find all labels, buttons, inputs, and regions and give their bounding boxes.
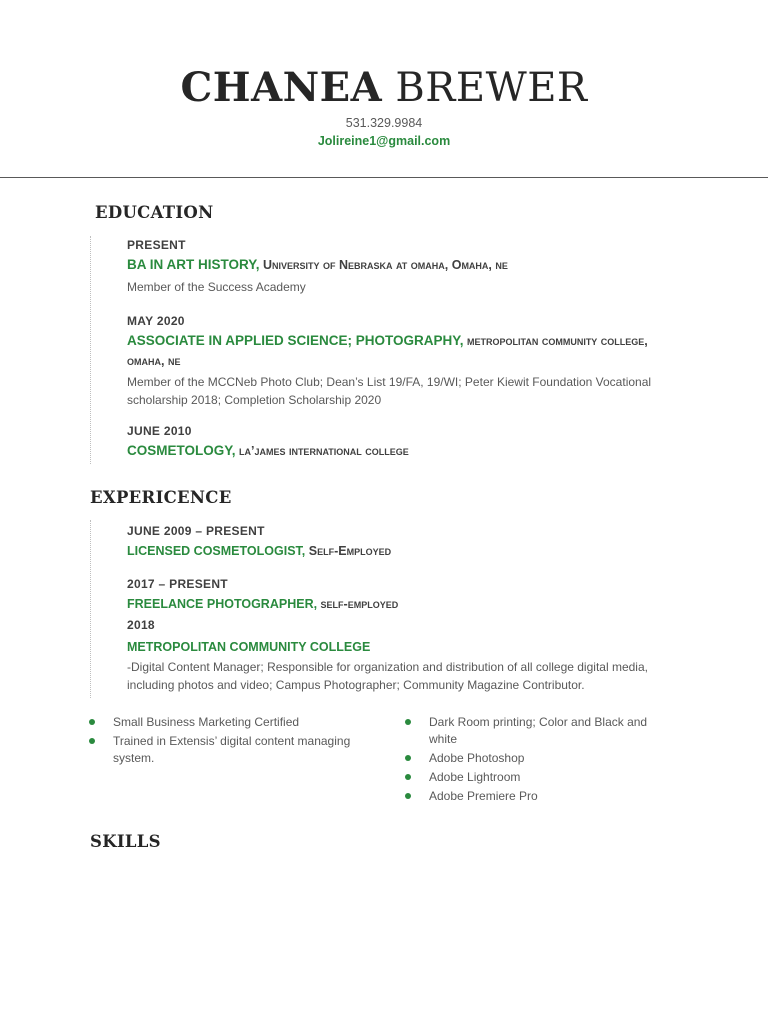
bullet-list-left (89, 714, 369, 769)
entry-date: 2017 – PRESENT (127, 577, 228, 591)
entry-description: Member of the MCCNeb Photo Club; Dean’s List 19/FA, 19/WI; Peter Kiewit Foundation Vocational scholarship 2018; Completion Scholarship 2020 (127, 375, 652, 407)
list-item (405, 750, 670, 767)
entry-title (127, 255, 667, 275)
list-item-text: Adobe Photoshop (429, 751, 525, 765)
entry-date: PRESENT (127, 238, 186, 252)
list-item (405, 788, 670, 805)
entry-title (127, 637, 667, 657)
bullet-icon (89, 738, 95, 744)
bullet-icon (405, 755, 411, 761)
list-item-text: Dark Room printing; Color and Black and white (429, 715, 648, 746)
entry-title (127, 441, 667, 461)
entry-degree: FREELANCE PHOTOGRAPHER, (127, 597, 318, 611)
last-name: BREWER (395, 65, 588, 111)
experience-heading: EXPERICENCE (90, 488, 232, 507)
list-item (89, 733, 369, 767)
list-item-text: Adobe Premiere Pro (429, 789, 538, 803)
experience-entry (127, 523, 667, 561)
entry-date: JUNE 2009 – PRESENT (127, 524, 265, 538)
entry-organization: University of Nebraska at omaha, Omaha, ne (259, 258, 508, 272)
first-name: CHANEA (180, 64, 383, 111)
candidate-name (0, 62, 768, 114)
entry-organization: la’james international college (235, 444, 409, 458)
resume-header (0, 62, 768, 150)
entry-degree: BA IN ART HISTORY, (127, 257, 260, 272)
entry-degree: LICENSED COSMETOLOGIST, (127, 544, 306, 558)
bullet-icon (405, 774, 411, 780)
list-item-text: Adobe Lightroom (429, 770, 521, 784)
entry-title (127, 594, 667, 614)
header-divider (0, 177, 768, 178)
entry-date: MAY 2020 (127, 314, 185, 328)
entry-degree: METROPOLITAN COMMUNITY COLLEGE (127, 640, 371, 654)
entry-organization: metropolitan community college, omaha, ne (127, 334, 648, 368)
entry-organization: Self-Employed (305, 544, 392, 558)
experience-timeline (90, 520, 651, 698)
education-timeline (90, 236, 651, 464)
phone-number: 531.329.9984 (345, 116, 423, 130)
list-item (405, 714, 670, 748)
list-item (89, 714, 369, 731)
entry-degree: ASSOCIATE IN APPLIED SCIENCE; PHOTOGRAPHY, (127, 333, 464, 348)
experience-entry (127, 576, 667, 614)
email-address: Jolireine1@gmail.com (317, 134, 451, 148)
bullet-list-right (405, 714, 670, 807)
education-entry (127, 313, 667, 409)
entry-date: JUNE 2010 (127, 424, 192, 438)
list-item-text: Small Business Marketing Certified (113, 715, 300, 729)
list-item (405, 769, 670, 786)
entry-title (127, 541, 667, 561)
entry-degree: COSMETOLOGY, (127, 443, 236, 458)
education-entry (127, 237, 667, 296)
entry-description: Member of the Success Academy (127, 280, 306, 294)
bullet-icon (89, 719, 95, 725)
entry-title (127, 331, 667, 371)
entry-date: 2018 (127, 618, 155, 632)
skills-heading: SKILLS (90, 832, 161, 851)
list-item-text: Trained in Extensis’ digital content managing system. (113, 734, 351, 765)
entry-organization: self-employed (317, 597, 399, 611)
bullet-icon (405, 719, 411, 725)
experience-entry (127, 617, 667, 694)
bullet-icon (405, 793, 411, 799)
entry-description: -Digital Content Manager; Responsible for organization and distribution of all college digital media, including photos and video; Campus Photographer; Community Magazine Contributor. (127, 660, 648, 692)
education-heading: EDUCATION (95, 203, 214, 222)
education-entry (127, 423, 667, 461)
